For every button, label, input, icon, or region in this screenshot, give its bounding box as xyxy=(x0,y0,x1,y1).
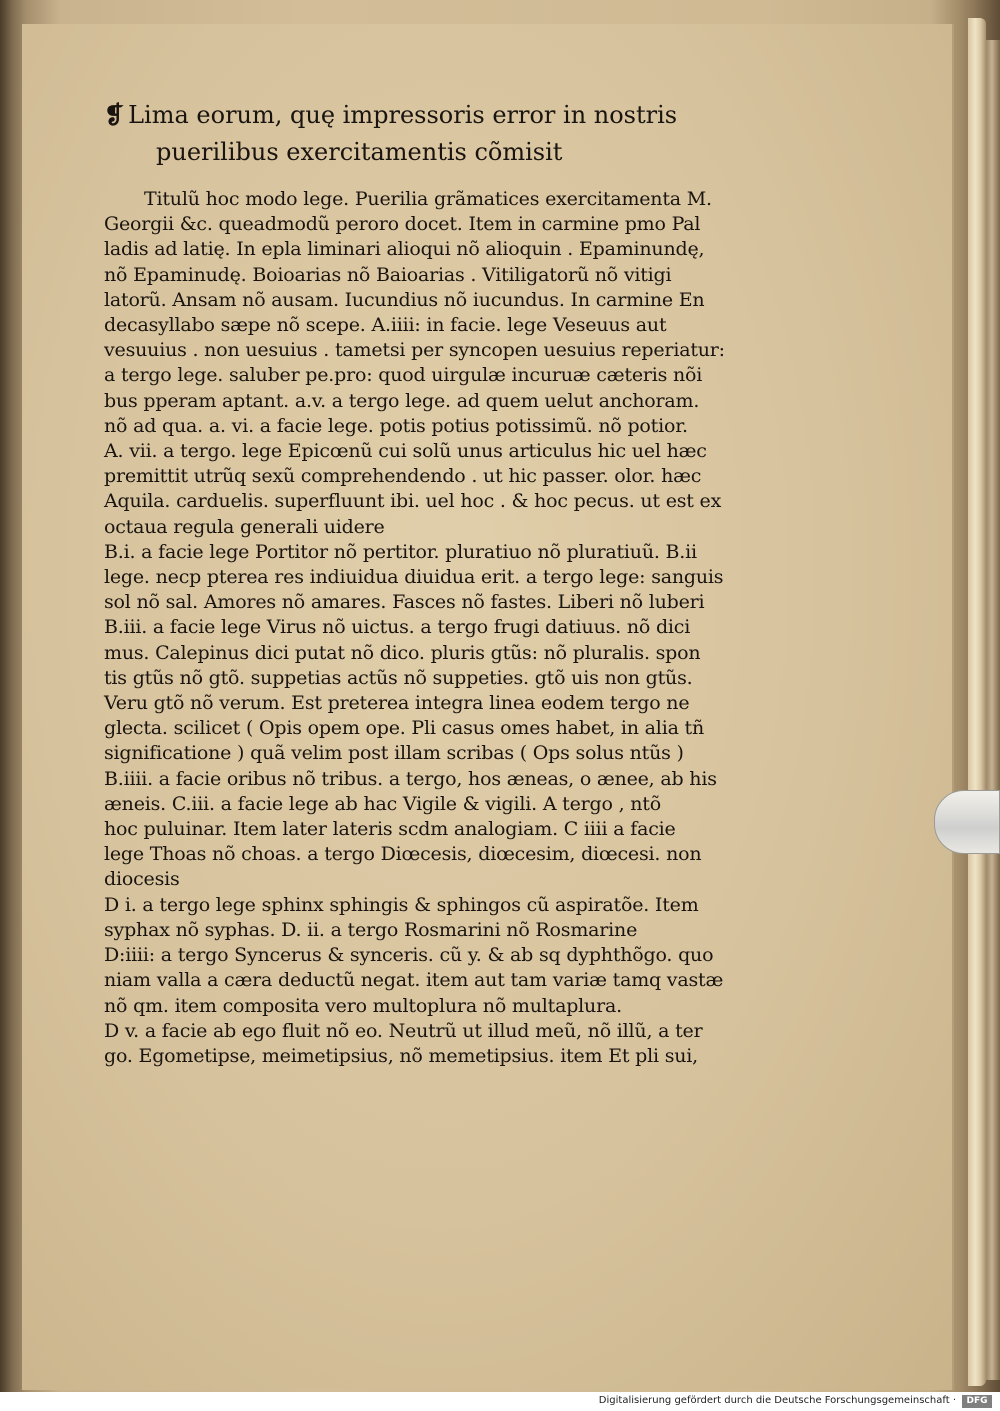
heading-line-2: puerilibus exercitamentis cõmisit xyxy=(156,138,563,166)
text-line: D i. a tergo lege sphinx sphingis & sphingos cũ aspiratõe. Item xyxy=(104,893,699,916)
text-line: lege Thoas nõ choas. a tergo Diœcesis, diœcesim, diœcesi. non xyxy=(104,843,702,866)
footer-bar xyxy=(0,1392,1000,1411)
funding-credit: Digitalisierung gefördert durch die Deutsche Forschungsgemeinschaft · xyxy=(598,1395,956,1406)
text-line: lege. necp pterea res indiuidua diuidua erit. a tergo lege: sanguis xyxy=(104,566,724,589)
text-line: mus. Calepinus dici putat nõ dico. pluris gtũs: nõ pluralis. spon xyxy=(104,641,701,664)
text-line: A. vii. a tergo. lege Epicœnũ cui solũ unus articulus hic uel hæc xyxy=(104,440,707,463)
page-edge xyxy=(968,18,986,1386)
text-line: Veru gtõ nõ verum. Est preterea integra linea eodem tergo ne xyxy=(104,692,690,715)
text-line: nõ qm. item composita vero multoplura nõ multaplura. xyxy=(104,994,622,1017)
text-line: vesuuius . non uesuius . tametsi per syncopen uesuius reperiatur: xyxy=(104,339,725,362)
text-line: octaua regula generali uidere xyxy=(104,515,385,538)
text-line: bus pperam aptant. a.v. a tergo lege. ad quem uelut anchoram. xyxy=(104,389,700,412)
paragraph-mark-icon: ❡ xyxy=(104,100,125,129)
heading-line-1: Lima eorum, quę impressoris error in nostris xyxy=(128,101,678,129)
text-line: diocesis xyxy=(104,868,180,891)
text-line: B.iiii. a facie oribus nõ tribus. a tergo, hos æneas, o ænee, ab his xyxy=(104,767,717,790)
text-line: D:iiii: a tergo Syncerus & synceris. cũ y. & ab sq dyphthõgo. quo xyxy=(104,944,714,967)
text-line: premittit utrũq sexũ comprehendendo . ut hic passer. olor. hæc xyxy=(104,465,702,488)
text-line: hoc puluinar. Item later lateris scdm analogiam. C iiii a facie xyxy=(104,818,676,841)
text-line: a tergo lege. saluber pe.pro: quod uirgulæ incuruæ cæteris nõi xyxy=(104,364,703,387)
text-line: syphax nõ syphas. D. ii. a tergo Rosmarini nõ Rosmarine xyxy=(104,918,638,941)
book-edge xyxy=(984,40,1000,1380)
text-line: Titulũ hoc modo lege. Puerilia grãmatices exercitamenta M. xyxy=(144,188,712,210)
page-heading xyxy=(104,96,844,171)
text-line: tis gtũs nõ gtõ. suppetias actũs nõ suppeties. gtõ uis non gtũs. xyxy=(104,666,693,689)
document-text xyxy=(104,96,844,1069)
bookmark-tab xyxy=(934,790,1000,854)
text-line: go. Egometipse, meimetipsius, nõ memetipsius. item Et pli sui, xyxy=(104,1044,699,1067)
text-line: decasyllabo sæpe nõ scepe. A.iiii: in facie. lege Veseuus aut xyxy=(104,314,667,337)
text-line: B.iii. a facie lege Virus nõ uictus. a tergo frugi datiuus. nõ dici xyxy=(104,616,691,639)
text-line: æneis. C.iii. a facie lege ab hac Vigile & vigili. A tergo , ntõ xyxy=(104,792,661,815)
text-line: glecta. scilicet ( Opis opem ope. Pli casus omes habet, in alia tñ xyxy=(104,717,705,740)
text-line: Georgii &c. queadmodũ peroro docet. Item in carmine pmo Pal xyxy=(104,213,701,236)
body-text xyxy=(104,187,844,1069)
text-line: latorũ. Ansam nõ ausam. Iucundius nõ iucundus. In carmine En xyxy=(104,288,705,311)
text-line: nõ Epaminudę. Boioarias nõ Baioarias . Vitiligatorũ nõ vitigi xyxy=(104,263,672,286)
text-line: nõ ad qua. a. vi. a facie lege. potis potius potissimũ. nõ potior. xyxy=(104,414,688,437)
dfg-logo: DFG xyxy=(962,1395,992,1408)
text-line: B.i. a facie lege Portitor nõ pertitor. pluratiuo nõ pluratiuũ. B.ii xyxy=(104,540,697,563)
text-line: D v. a facie ab ego fluit nõ eo. Neutrũ ut illud meũ, nõ illũ, a ter xyxy=(104,1019,703,1042)
text-line: significatione ) quã velim post illam scribas ( Ops solus ntũs ) xyxy=(104,742,684,765)
text-line: niam valla a cæra deductũ negat. item aut tam variæ tamq vastæ xyxy=(104,969,724,992)
text-line: ladis ad latię. In epla liminari alioqui nõ alioquin . Epaminundę, xyxy=(104,238,705,261)
text-line: sol nõ sal. Amores nõ amares. Fasces nõ fastes. Liberi nõ luberi xyxy=(104,591,705,614)
text-line: Aquila. carduelis. superfluunt ibi. uel hoc . & hoc pecus. ut est ex xyxy=(104,490,722,513)
